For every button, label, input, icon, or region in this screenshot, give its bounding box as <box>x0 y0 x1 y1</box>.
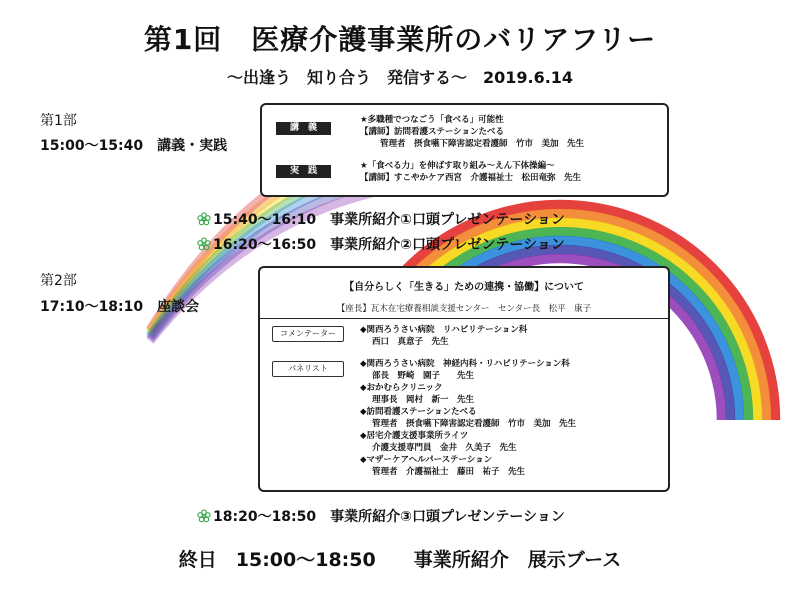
page-title: 第1回 医療介護事業所のバリアフリー <box>143 23 657 56</box>
lecture-speaker: 管理者 摂食嚥下障害認定看護師 竹市 美加 先生 <box>380 139 585 149</box>
panelist-entry: ◆マザーケアヘルパーステーション <box>360 455 493 465</box>
panelist-entry: ◆おかむらクリニック <box>360 383 443 393</box>
discussion-theme: 【自分らしく「生きる」ための連携・協働】について <box>344 282 584 293</box>
part1-time: 15:00～15:40 講義・実践 <box>40 138 228 154</box>
panelist-badge: パネリスト <box>272 361 344 377</box>
lecture-badge: 講 義 <box>276 122 331 135</box>
presentation-3 <box>197 506 565 526</box>
panelist-entry: 管理者 介護福祉士 藤田 祐子 先生 <box>372 467 526 477</box>
part1-label: 第1部 <box>40 113 77 129</box>
panelist-entry: ◆関西ろうさい病院 神経内科・リハビリテーション科 <box>360 359 570 369</box>
divider <box>260 318 668 319</box>
flower-icon <box>197 237 211 251</box>
panelist-entry: 部長 野崎 園子 先生 <box>372 371 475 381</box>
panelist-entry: 介護支援専門員 金井 久美子 先生 <box>372 443 517 453</box>
part2-label: 第2部 <box>40 273 77 289</box>
footer-schedule: 終日 15:00～18:50 事業所紹介 展示ブース <box>178 549 622 571</box>
commentator-badge: コメンテーター <box>272 326 344 342</box>
presentation-1-text: 15:40～16:10 事業所紹介①口頭プレゼンテーション <box>213 212 565 228</box>
part2-program-box <box>258 266 670 492</box>
commentator-org: ◆関西ろうさい病院 リハビリテーション科 <box>360 325 528 335</box>
part1-program-box <box>260 103 669 197</box>
panelist-entry: 理事長 岡村 新一 先生 <box>372 395 475 405</box>
page-subtitle: ～出逢う 知り合う 発信する～ 2019.6.14 <box>226 68 574 87</box>
commentator-name: 西口 真意子 先生 <box>372 337 449 347</box>
part2-time: 17:10～18:10 座談会 <box>40 299 200 315</box>
practice-speaker: 【講師】すこやかケア西宮 介護福祉士 松田竜弥 先生 <box>360 173 582 183</box>
practice-title: ★「食べる力」を伸ばす取り組み～えん下体操編～ <box>360 161 555 171</box>
practice-badge: 実 践 <box>276 165 331 178</box>
lecture-speaker-org: 【講師】訪問看護ステーションたべる <box>360 127 504 137</box>
panelist-entry: ◆居宅介護支援事業所ライツ <box>360 431 469 441</box>
discussion-chair: 【座長】瓦木在宅療養相談支援センター センター長 松平 康子 <box>336 304 592 314</box>
presentation-2 <box>197 234 565 254</box>
presentation-3-text: 18:20～18:50 事業所紹介③口頭プレゼンテーション <box>213 509 565 525</box>
presentation-2-text: 16:20～16:50 事業所紹介②口頭プレゼンテーション <box>213 237 565 253</box>
panelist-entry: 管理者 摂食嚥下障害認定看護師 竹市 美加 先生 <box>372 419 577 429</box>
panelist-entry: ◆訪問看護ステーションたべる <box>360 407 477 417</box>
flower-icon <box>197 212 211 226</box>
flower-icon <box>197 509 211 523</box>
lecture-title: ★多職種でつなごう「食べる」可能性 <box>360 115 504 125</box>
presentation-1 <box>197 209 565 229</box>
